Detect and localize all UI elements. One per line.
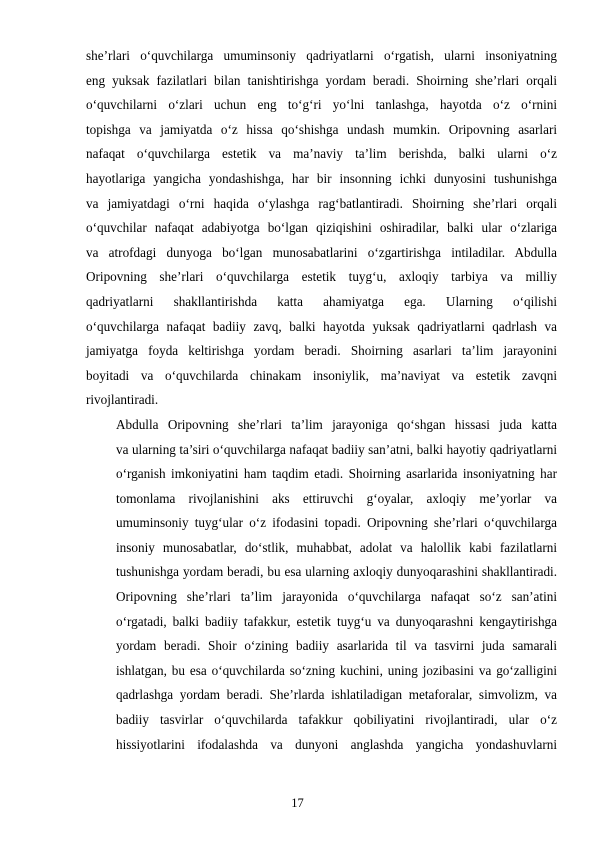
text-line: ishlatgan, bu esa o‘quvchilarda so‘zning kuchini, uning jozibasini va go‘zalligini <box>116 662 557 678</box>
text-line: o‘quvchilarni o‘zlari uchun eng to‘g‘ri yo‘lni tanlashga, hayotda o‘z o‘rnini <box>86 97 557 113</box>
text-line: qadrlashga yordam beradi. She’rlarda ishlatiladigan metaforalar, simvolizm, va <box>116 687 557 703</box>
text-line: she’rlari o‘quvchilarga umuminsoniy qadriyatlarni o‘rgatish, ularni insoniyatning <box>86 48 557 63</box>
paragraph-1 <box>86 44 557 413</box>
text-line: boyitadi va o‘quvchilarda chinakam insoniylik, ma’naviyat va estetik zavqni <box>86 367 557 383</box>
text-line: badiiy tasvirlar o‘quvchilarda tafakkur qobiliyatini rivojlantiradi, ular o‘z <box>116 712 557 728</box>
text-line: o‘quvchilarga nafaqat badiiy zavq, balki hayotda yuksak qadriyatlarni qadrlash va <box>86 318 557 334</box>
text-line: hissiyotlarini ifodalashda va dunyoni anglashda yangicha yondashuvlarni <box>116 736 557 752</box>
text-line: tomonlama rivojlanishini aks ettiruvchi g‘oyalar, axloqiy me’yorlar va <box>116 490 557 506</box>
text-line: insoniy munosabatlar, do‘stlik, muhabbat, adolat va halollik kabi fazilatlarni <box>116 539 557 555</box>
paragraph-2 <box>86 413 557 757</box>
text-line: va atrofdagi dunyoga bo‘lgan munosabatlarini o‘zgartirishga intiladilar. Abdulla <box>86 244 557 260</box>
text-line: qadriyatlarni shakllantirishda katta ahamiyatga ega. Ularning o‘qilishi <box>86 293 557 309</box>
page-number: 17 <box>291 796 304 810</box>
text-line: yordam beradi. Shoir o‘zining badiiy asarlarida til va tasvirni juda samarali <box>116 638 557 654</box>
text-line: topishga va jamiyatda o‘z hissa qo‘shishga undash mumkin. Oripovning asarlari <box>86 121 557 137</box>
text-line: rivojlantiradi. <box>86 392 159 408</box>
text-line: Abdulla Oripovning she’rlari ta’lim jarayoniga qo‘shgan hissasi juda katta <box>116 416 557 432</box>
document-body <box>86 44 557 757</box>
text-line: tushunishga yordam beradi, bu esa ularning axloqiy dunyoqarashini shakllantiradi. <box>116 564 557 580</box>
text-line: Oripovning she’rlari ta’lim jarayonida o‘quvchilarga nafaqat so‘z san’atini <box>116 589 557 605</box>
text-line: o‘quvchilar nafaqat adabiyotga bo‘lgan qiziqishini oshiradilar, balki ular o‘zlariga <box>86 220 557 236</box>
text-line: eng yuksak fazilatlari bilan tanishtirishga yordam beradi. Shoirning she’rlari orqali <box>86 72 557 88</box>
text-line: jamiyatga foyda keltirishga yordam beradi. Shoirning asarlari ta’lim jarayonini <box>86 343 557 359</box>
text-line: va jamiyatdagi o‘rni haqida o‘ylashga rag‘batlantiradi. Shoirning she’rlari orqali <box>86 195 557 211</box>
text-line: o‘rgatadi, balki badiiy tafakkur, estetik tuyg‘u va dunyoqarashni kengaytirishga <box>116 613 557 629</box>
text-line: umuminsoniy tuyg‘ular o‘z ifodasini topadi. Oripovning she’rlari o‘quvchilarga <box>116 515 557 531</box>
text-line: nafaqat o‘quvchilarga estetik va ma’naviy ta’lim berishda, balki ularni o‘z <box>86 146 557 162</box>
text-line: Oripovning she’rlari o‘quvchilarga estetik tuyg‘u, axloqiy tarbiya va milliy <box>86 269 557 285</box>
text-line: o‘rganish imkoniyatini ham taqdim etadi. Shoirning asarlarida insoniyatning har <box>116 466 557 482</box>
text-line: hayotlariga yangicha yondashishga, har bir insonning ichki dunyosini tushunishga <box>86 170 557 186</box>
text-line: va ularning ta’siri o‘quvchilarga nafaqat badiiy san’atni, balki hayotiy qadriyatlarni <box>116 441 557 457</box>
